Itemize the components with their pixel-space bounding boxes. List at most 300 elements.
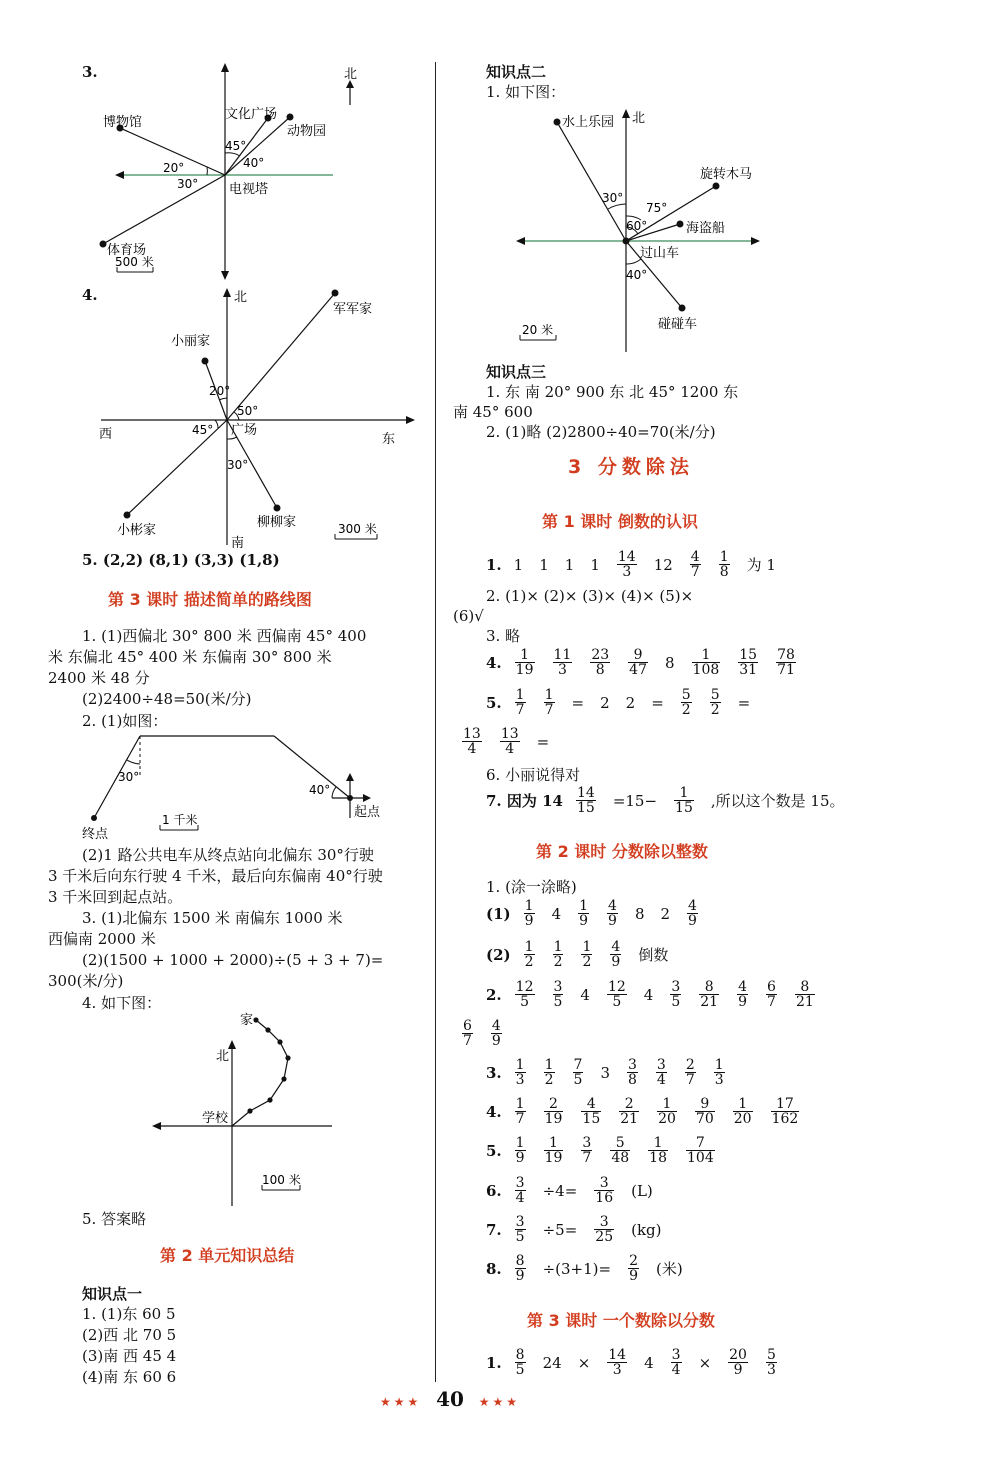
- row-label: 1.: [486, 555, 502, 574]
- denominator: 9: [688, 913, 697, 929]
- zoo-label: 动物园: [287, 124, 327, 139]
- roller-coaster-label: 过山车: [640, 246, 680, 261]
- denominator: 9: [491, 1033, 501, 1049]
- l3-q1-line3: 2400 米 48 分: [48, 669, 150, 687]
- c2-q1: 1. (涂一涂略): [486, 878, 577, 896]
- numerator: 2: [544, 1097, 564, 1112]
- kp3-line2: 南 45° 600: [453, 403, 533, 421]
- denominator: 31: [739, 662, 758, 678]
- answer-text: 倒数: [638, 946, 669, 964]
- fraction: [524, 940, 535, 969]
- c2-q1-1-row: [486, 899, 707, 928]
- numerator: 13: [500, 726, 519, 742]
- question-5-answer: 5. (2,2) (8,1) (3,3) (1,8): [82, 551, 280, 569]
- fraction: [695, 1097, 715, 1126]
- denominator: 4: [656, 1072, 666, 1088]
- denominator: 4: [467, 741, 477, 757]
- numerator: 12: [515, 979, 534, 995]
- fraction: [515, 980, 535, 1009]
- numerator: 4: [581, 1097, 601, 1112]
- fraction: [581, 940, 592, 969]
- numerator: 7: [573, 1057, 583, 1073]
- heading-lesson-3: 第 3 课时 描述简单的路线图: [108, 590, 312, 609]
- row-label: 3.: [486, 1063, 502, 1082]
- page-footer: [0, 1387, 900, 1411]
- home-label: 家: [240, 1013, 254, 1028]
- numerator: 1: [524, 939, 534, 955]
- numerator: 3: [582, 1135, 592, 1151]
- fraction: [710, 688, 721, 717]
- denominator: 9: [738, 994, 748, 1010]
- numerator: 1: [515, 1096, 525, 1112]
- fraction: [617, 550, 637, 579]
- fraction: [619, 1097, 639, 1126]
- denominator: 9: [515, 1150, 525, 1166]
- fraction: [795, 980, 815, 1009]
- denominator: 8: [627, 1072, 637, 1088]
- fraction: [607, 899, 618, 928]
- school-label: 学校: [202, 1111, 229, 1126]
- fraction: [610, 1136, 630, 1165]
- answer-text: ×: [577, 1353, 591, 1372]
- l3-q5: 5. 答案略: [82, 1210, 147, 1228]
- scale-label: 1 千米: [162, 813, 198, 827]
- numerator: 78: [777, 647, 795, 663]
- numerator: 7: [686, 1136, 715, 1151]
- denominator: 8: [719, 564, 729, 580]
- l3-q1-line1: 1. (1)西偏北 30° 800 米 西偏南 45° 400: [82, 627, 367, 645]
- numerator: 3: [627, 1057, 637, 1073]
- page-number: 40: [436, 1387, 464, 1411]
- c2-q7-row: [486, 1215, 670, 1244]
- numerator: 5: [766, 1347, 776, 1363]
- c2-q2-row: [486, 980, 824, 1009]
- numerator: 4: [690, 549, 700, 565]
- angle-50-label: 50°: [237, 404, 259, 418]
- fraction: [573, 1058, 584, 1087]
- c2-q6-row: [486, 1176, 661, 1205]
- xiaoli-home-label: 小丽家: [171, 334, 211, 349]
- row-label: 7. 因为 14: [486, 792, 563, 810]
- diagram-q3: [95, 60, 385, 282]
- angle-40-label: 40°: [309, 783, 331, 797]
- denominator: 20: [733, 1111, 752, 1127]
- scale-label: 20 米: [522, 323, 554, 337]
- l3-q2-line3: 3 千米后向东行驶 4 千米，最后向东偏南 40°行驶: [48, 867, 383, 885]
- answer-text: 12: [653, 555, 673, 574]
- numerator: 3: [671, 979, 681, 995]
- numerator: 4: [611, 939, 621, 955]
- fraction: [681, 688, 692, 717]
- north-label: 北: [234, 290, 248, 305]
- heading-c3: 第 3 课时 一个数除以分数: [527, 1311, 715, 1330]
- c1-q3: 3. 略: [486, 627, 521, 645]
- fraction: [544, 688, 555, 717]
- fraction: [610, 940, 621, 969]
- denominator: 7: [685, 1072, 695, 1088]
- scale-label: 100 米: [262, 1173, 301, 1187]
- fraction: [581, 1136, 592, 1165]
- denominator: 9: [524, 913, 534, 929]
- answer-text: 4: [580, 985, 590, 1004]
- row-label: 5.: [486, 693, 502, 712]
- angle-40-label: 40°: [626, 268, 648, 282]
- denominator: 2: [544, 1072, 554, 1088]
- numerator: 5: [610, 1136, 630, 1151]
- answer-text: =: [737, 693, 751, 712]
- start-label: 起点: [354, 805, 381, 820]
- fraction: [728, 1348, 748, 1377]
- numerator: 14: [617, 549, 636, 565]
- kp2-line1: 1. 如下图：: [486, 83, 566, 101]
- c1-q2-line2: (6)√: [453, 607, 484, 625]
- denominator: 25: [595, 1229, 614, 1245]
- denominator: 7: [582, 1150, 592, 1166]
- numerator: 9: [695, 1097, 715, 1112]
- row-label: 7.: [486, 1220, 502, 1239]
- fraction: [515, 688, 526, 717]
- l3-q2-line2: (2)1 路公共电车从终点站向北偏东 30°行驶: [82, 846, 374, 864]
- numerator: 5: [710, 687, 720, 703]
- question-3-label: 3.: [82, 63, 98, 81]
- denominator: 2: [582, 954, 592, 970]
- answer-text: (米): [656, 1260, 683, 1278]
- fraction: [462, 727, 482, 756]
- knowledge-point-1: 知识点一: [82, 1285, 143, 1303]
- answer-text: =15−: [612, 791, 658, 810]
- fraction: [686, 1136, 715, 1165]
- denominator: 3: [557, 662, 567, 678]
- denominator: 21: [795, 994, 814, 1010]
- denominator: 19: [544, 1111, 563, 1127]
- numerator: 3: [553, 979, 563, 995]
- denominator: 7: [690, 564, 700, 580]
- denominator: 4: [671, 1362, 681, 1378]
- liuliu-home-label: 柳柳家: [257, 515, 297, 530]
- denominator: 5: [515, 1229, 525, 1245]
- denominator: 108: [692, 662, 720, 678]
- fraction: [628, 648, 648, 677]
- denominator: 2: [524, 954, 534, 970]
- c2-q5-row: [486, 1136, 724, 1165]
- numerator: 4: [608, 898, 617, 914]
- bumper-car-label: 碰碰车: [658, 317, 698, 332]
- question-4-label: 4.: [82, 286, 98, 304]
- answer-text: ÷5=: [542, 1220, 578, 1239]
- kp1-line4: (4)南 东 60 6: [82, 1368, 177, 1386]
- fraction: [766, 980, 777, 1009]
- row-label: 6.: [486, 1181, 502, 1200]
- denominator: 9: [611, 954, 621, 970]
- numerator: 20: [729, 1347, 747, 1363]
- answer-text: 1: [513, 555, 524, 574]
- fraction: [766, 1348, 777, 1377]
- numerator: 1: [714, 1057, 724, 1073]
- numerator: 2: [619, 1097, 639, 1112]
- numerator: 8: [515, 1253, 525, 1269]
- star-icon-right: ★★★: [478, 1395, 520, 1409]
- denominator: 47: [629, 662, 647, 678]
- numerator: 3: [594, 1176, 614, 1191]
- diagram-q4: [95, 283, 425, 553]
- fraction: [738, 648, 758, 677]
- fraction: [719, 550, 730, 579]
- denominator: 3: [622, 564, 632, 580]
- denominator: 9: [608, 913, 617, 929]
- denominator: 5: [553, 994, 563, 1010]
- denominator: 8: [595, 662, 605, 678]
- numerator: 1: [515, 1057, 525, 1073]
- fraction: [692, 648, 721, 677]
- fraction: [544, 1136, 564, 1165]
- row-label: 2.: [486, 985, 502, 1004]
- denominator: 4: [515, 1190, 525, 1206]
- denominator: 71: [777, 662, 795, 678]
- fraction: [553, 940, 564, 969]
- fraction: [657, 1097, 677, 1126]
- denominator: 9: [579, 913, 589, 929]
- denominator: 162: [771, 1111, 799, 1127]
- numerator: 1: [719, 549, 729, 565]
- l3-q1-line4: (2)2400÷48=50(米/分): [82, 690, 252, 708]
- numerator: 1: [579, 898, 589, 914]
- angle-20-label: 20°: [209, 384, 231, 398]
- water-park-label: 水上乐园: [562, 115, 615, 130]
- c1-q1-row: [486, 550, 784, 579]
- east-label: 东: [382, 432, 396, 447]
- heading-unit-2-summary: 第 2 单元知识总结: [160, 1246, 295, 1265]
- row-label: 4.: [486, 1102, 502, 1121]
- heading-c2: 第 2 课时 分数除以整数: [536, 842, 708, 861]
- angle-30-label: 30°: [602, 191, 624, 205]
- fraction: [581, 1097, 601, 1126]
- numerator: 1: [648, 1136, 668, 1151]
- l3-q1-line2: 米 东偏北 45° 400 米 东偏南 30° 800 米: [48, 648, 332, 666]
- numerator: 6: [767, 979, 776, 995]
- c2-q8-row: [486, 1254, 691, 1283]
- c1-q7-row: [486, 786, 853, 815]
- c2-q1-2-row: [486, 940, 676, 969]
- kp1-line1: 1. (1)东 60 5: [82, 1305, 176, 1323]
- denominator: 3: [612, 1362, 622, 1378]
- denominator: 19: [544, 1150, 563, 1166]
- fraction: [685, 1058, 696, 1087]
- denominator: 2: [553, 954, 563, 970]
- denominator: 4: [505, 741, 515, 757]
- numerator: 8: [795, 980, 815, 995]
- route-diagram: [76, 728, 396, 843]
- numerator: 3: [515, 1175, 525, 1191]
- fraction: [462, 1019, 473, 1048]
- denominator: 20: [658, 1111, 676, 1127]
- denominator: 3: [515, 1072, 525, 1088]
- answer-text: =: [651, 693, 664, 712]
- denominator: 18: [649, 1150, 667, 1166]
- fraction: [690, 550, 701, 579]
- denominator: 7: [767, 994, 776, 1010]
- denominator: 5: [671, 994, 681, 1010]
- numerator: 12: [607, 979, 626, 995]
- carousel-label: 旋转木马: [700, 167, 753, 182]
- numerator: 1: [515, 687, 525, 703]
- angle-45-label: 45°: [225, 139, 247, 153]
- c3-q1-row: [486, 1348, 786, 1377]
- answer-text: 1: [564, 555, 575, 574]
- north-label: 北: [344, 67, 358, 82]
- numerator: 23: [591, 647, 610, 663]
- fraction: [553, 980, 564, 1009]
- knowledge-point-3: 知识点三: [486, 363, 547, 381]
- numerator: 1: [582, 939, 592, 955]
- fraction: [776, 648, 796, 677]
- west-label: 西: [99, 427, 113, 442]
- kp3-line1: 1. 东 南 20° 900 东 北 45° 1200 东: [486, 383, 739, 401]
- numerator: 14: [576, 785, 595, 801]
- end-label: 终点: [82, 827, 109, 842]
- angle-40-label: 40°: [243, 156, 265, 170]
- numerator: 1: [674, 786, 694, 801]
- answer-text: 2: [600, 693, 610, 712]
- denominator: 9: [629, 1268, 639, 1284]
- tv-tower-label: 电视塔: [229, 182, 269, 197]
- angle-30-label: 30°: [177, 177, 199, 191]
- l3-q3-line3: (2)(1500 + 1000 + 2000)÷(5 + 3 + 7)=: [82, 951, 384, 969]
- row-label: (1): [486, 904, 511, 923]
- fraction: [737, 980, 748, 1009]
- answer-text: 8: [634, 904, 645, 923]
- c1-q5-row: [486, 688, 758, 717]
- heading-c1: 第 1 课时 倒数的认识: [542, 512, 698, 531]
- home-route-diagram: [150, 1008, 350, 1208]
- answer-text: 1: [590, 555, 600, 574]
- fraction: [515, 1215, 526, 1244]
- numerator: 1: [515, 648, 535, 663]
- fraction: [515, 648, 535, 677]
- answer-text: 4: [551, 904, 562, 923]
- denominator: 16: [595, 1190, 614, 1206]
- denominator: 7: [515, 702, 525, 718]
- denominator: 21: [700, 994, 719, 1010]
- numerator: 1: [524, 898, 534, 914]
- numerator: 1: [544, 1136, 564, 1151]
- numerator: 6: [463, 1018, 472, 1034]
- fraction: [628, 1254, 639, 1283]
- fraction: [670, 980, 681, 1009]
- angle-45-label: 45°: [192, 423, 214, 437]
- culture-square-label: 文化广场: [225, 107, 278, 122]
- l3-q3-line1: 3. (1)北偏东 1500 米 南偏东 1000 米: [82, 909, 343, 927]
- l3-q4: 4. 如下图：: [82, 994, 162, 1012]
- numerator: 3: [594, 1215, 614, 1230]
- angle-60-label: 60°: [626, 219, 648, 233]
- angle-75-label: 75°: [646, 201, 668, 215]
- fraction: [733, 1097, 753, 1126]
- fraction: [687, 899, 698, 928]
- denominator: 5: [612, 994, 622, 1010]
- fraction: [594, 1176, 614, 1205]
- answer-text: (L): [631, 1181, 653, 1200]
- star-icon-left: ★★★: [380, 1395, 422, 1409]
- denominator: 3: [766, 1362, 776, 1378]
- numerator: 1: [515, 1135, 525, 1151]
- denominator: 15: [675, 800, 693, 816]
- scale-label: 500 米: [115, 255, 154, 269]
- numerator: 2: [629, 1253, 639, 1269]
- numerator: 13: [463, 726, 481, 742]
- numerator: 14: [608, 1347, 627, 1363]
- fraction: [500, 727, 520, 756]
- answer-text: 为 1: [746, 556, 776, 574]
- answer-text: 4: [644, 1353, 654, 1372]
- fraction: [627, 1058, 638, 1087]
- fraction: [515, 1097, 526, 1126]
- answer-text: ,所以这个数是 15。: [710, 792, 845, 810]
- park-diagram: [510, 104, 780, 354]
- denominator: 9: [733, 1362, 743, 1378]
- l3-q2-line1: 2. (1)如图：: [82, 712, 168, 730]
- answer-text: 2: [625, 693, 636, 712]
- numerator: 3: [656, 1057, 666, 1073]
- denominator: 104: [687, 1150, 714, 1166]
- denominator: 7: [544, 702, 554, 718]
- numerator: 1: [692, 648, 721, 663]
- fraction: [524, 899, 535, 928]
- denominator: 48: [611, 1150, 630, 1166]
- fraction: [544, 1097, 564, 1126]
- museum-label: 博物馆: [103, 115, 143, 130]
- denominator: 15: [576, 800, 595, 816]
- answer-text: 8: [664, 653, 675, 672]
- fraction: [590, 648, 610, 677]
- c2-q3-row: [486, 1058, 734, 1087]
- numerator: 3: [515, 1214, 525, 1230]
- heading-chapter-3: 3 分数除法: [568, 456, 694, 478]
- fraction: [515, 1136, 526, 1165]
- fraction: [656, 1058, 667, 1087]
- north-label: 北: [216, 1049, 230, 1064]
- numerator: 5: [681, 687, 691, 703]
- kp1-line2: (2)西 北 70 5: [82, 1326, 177, 1344]
- numerator: 15: [739, 647, 758, 663]
- numerator: 1: [544, 1057, 554, 1073]
- answer-text: ÷(3+1)=: [542, 1259, 612, 1278]
- answer-text: 4: [643, 985, 654, 1004]
- scale-label: 300 米: [338, 522, 377, 536]
- fraction: [594, 1215, 614, 1244]
- c1-q5b-row: [453, 727, 557, 756]
- l3-q3-line4: 300(米/分): [48, 972, 124, 990]
- answer-text: 3: [600, 1063, 610, 1082]
- answer-text: 1: [539, 555, 549, 574]
- answer-text: =: [536, 732, 550, 751]
- numerator: 8: [699, 980, 719, 995]
- pirate-ship-label: 海盗船: [686, 221, 726, 236]
- kp1-line3: (3)南 西 45 4: [82, 1347, 177, 1365]
- fraction: [515, 1348, 526, 1377]
- fraction: [491, 1019, 502, 1048]
- c1-q6: 6. 小丽说得对: [486, 766, 581, 784]
- denominator: 70: [695, 1111, 714, 1127]
- fraction: [578, 899, 589, 928]
- answer-text: ×: [698, 1353, 712, 1372]
- denominator: 9: [515, 1268, 525, 1284]
- fraction: [553, 648, 573, 677]
- angle-30-label: 30°: [227, 458, 249, 472]
- answer-text: (kg): [631, 1220, 662, 1239]
- denominator: 5: [573, 1072, 583, 1088]
- fraction: [714, 1058, 725, 1087]
- denominator: 7: [463, 1033, 472, 1049]
